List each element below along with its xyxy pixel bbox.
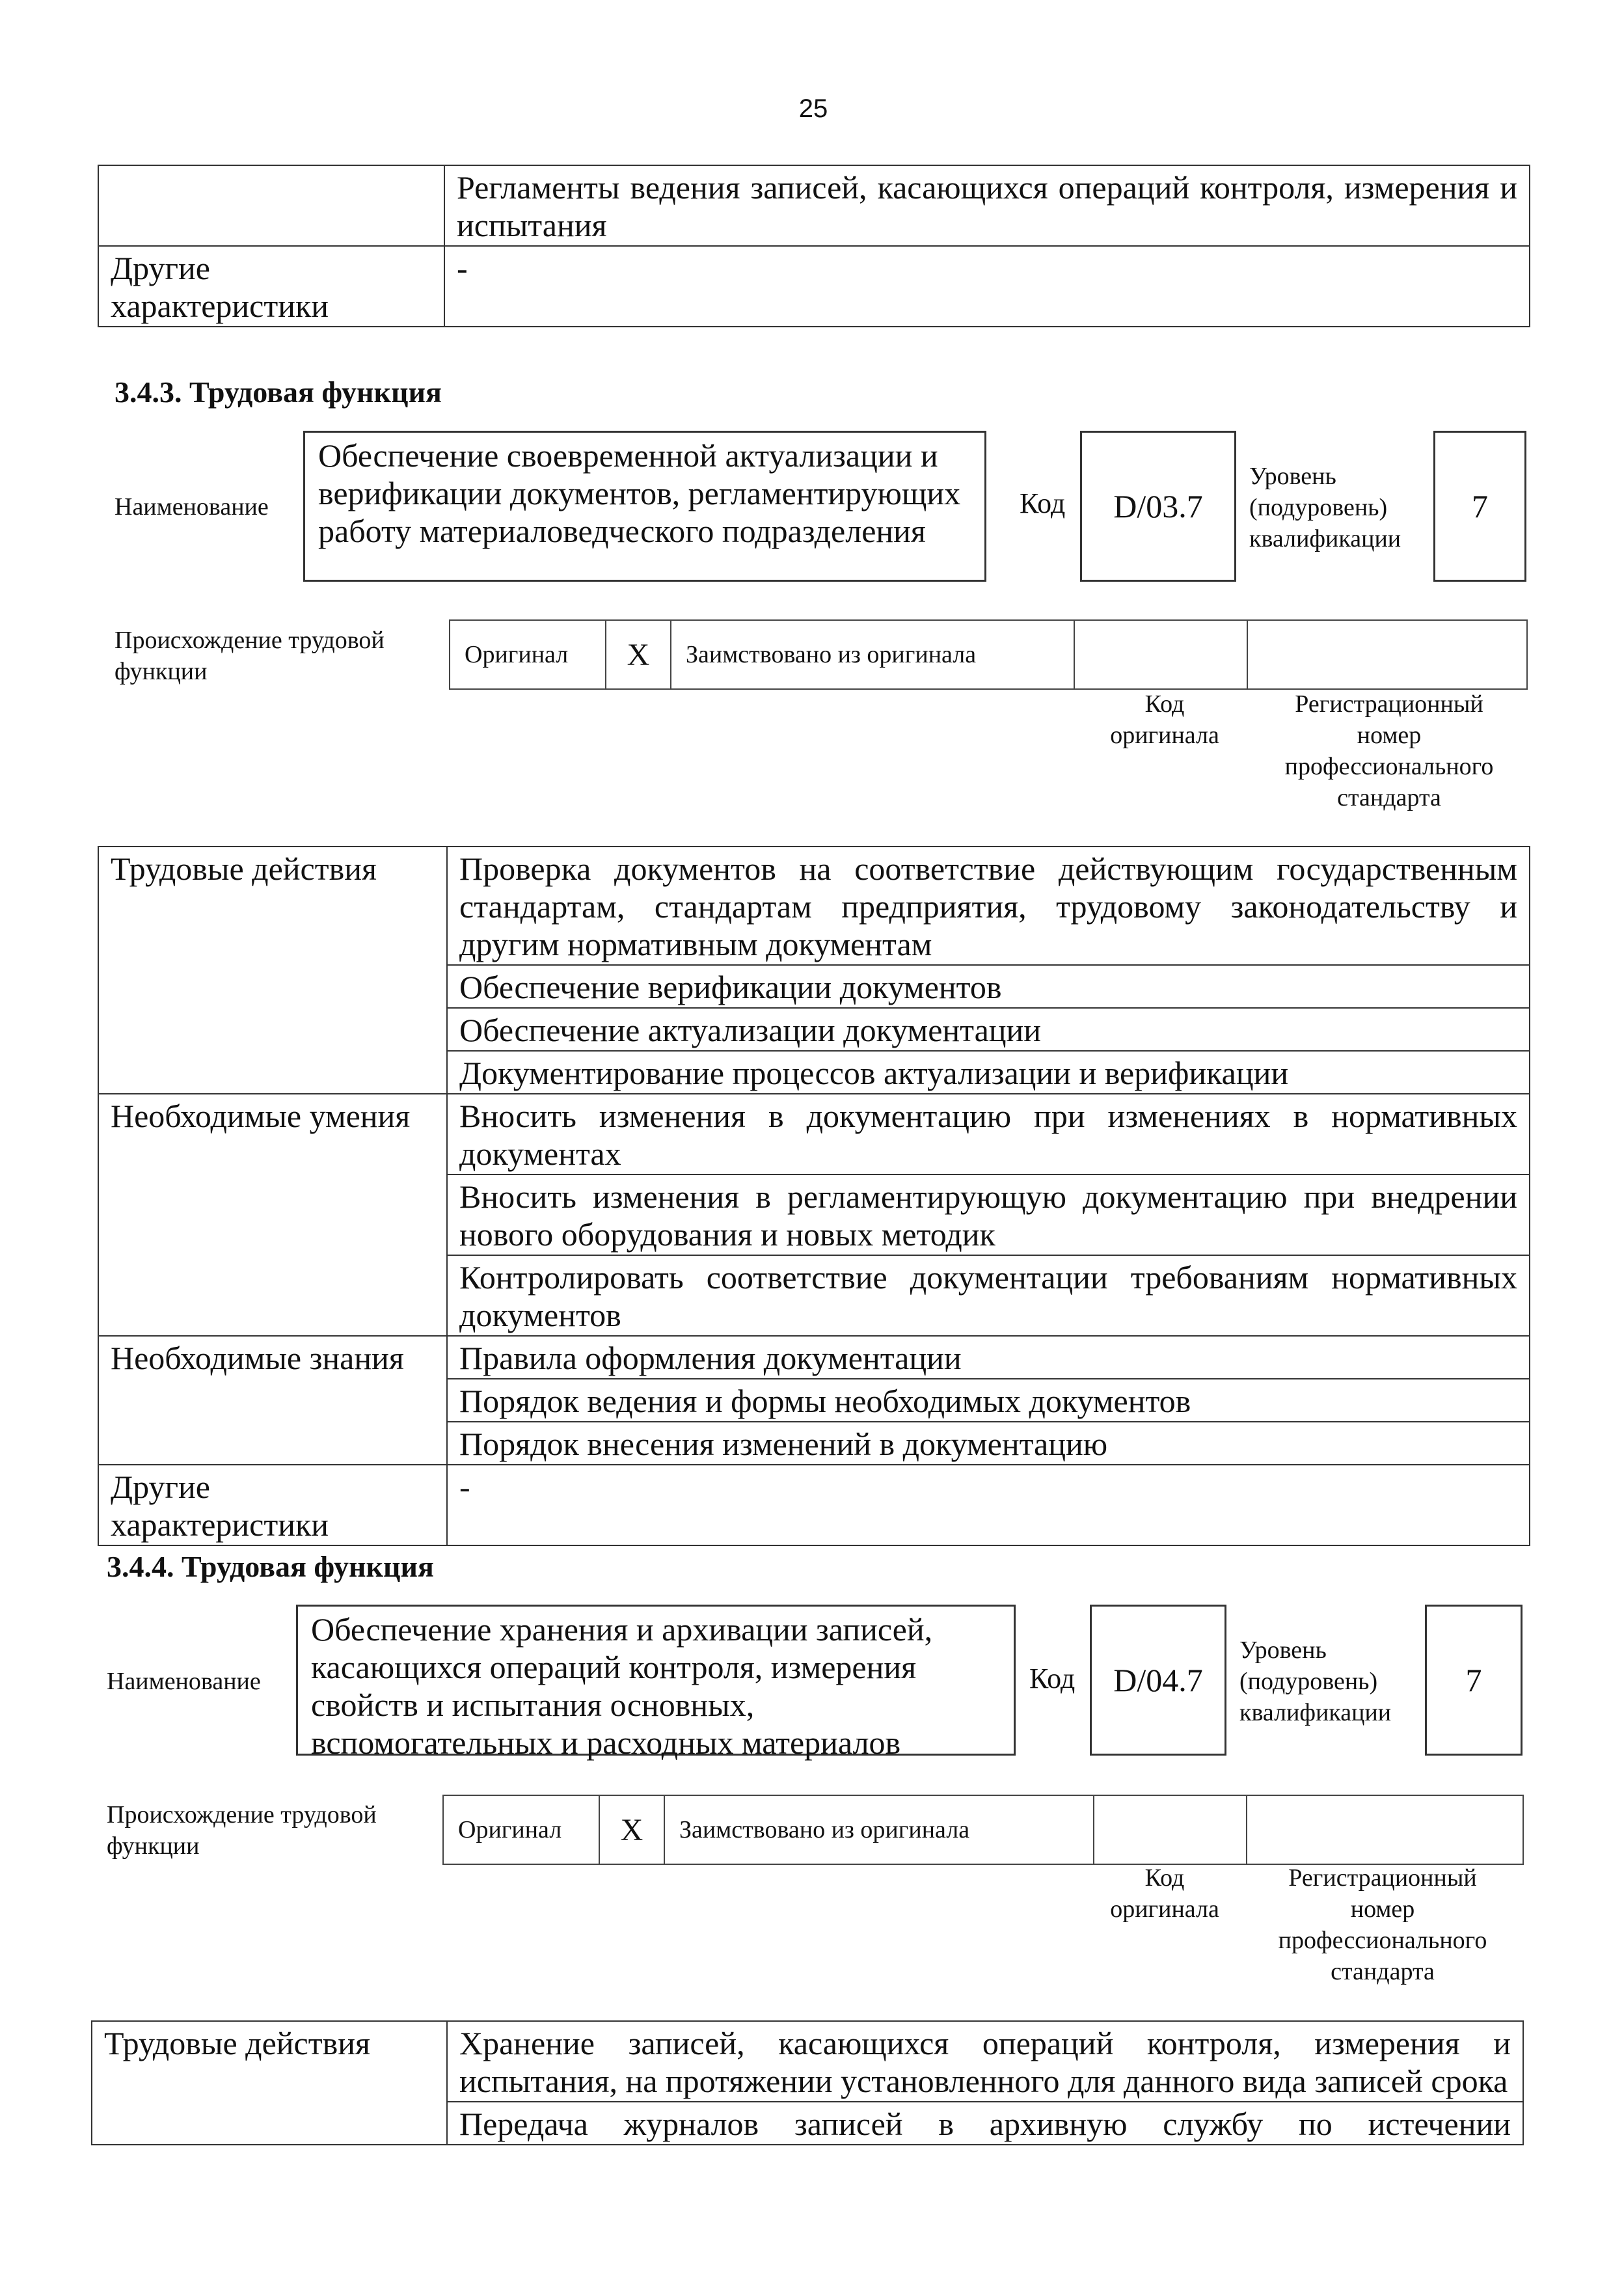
table-row: [98, 1094, 1530, 1175]
knowledge-item: Порядок ведения и формы необходимых документов: [447, 1379, 1530, 1422]
code-original-caption: Код оригинала: [1110, 690, 1219, 749]
section-title: 3.4.4. Трудовая функция: [107, 1550, 434, 1583]
skill-item: Вносить изменения в регламентирующую документацию при внедрении нового оборудования и новых методик: [447, 1175, 1530, 1255]
skills-label: Необходимые умения: [98, 1094, 447, 1336]
borrowed-cell: Заимствовано из оригинала: [671, 620, 1074, 689]
action-item: Передача журналов записей в архивную службу по истечении: [447, 2102, 1523, 2145]
origin-table: [442, 1795, 1524, 1865]
code-box: [1080, 431, 1236, 582]
level-value: 7: [1472, 488, 1488, 524]
origin-label: Происхождение трудовой функции: [107, 1801, 377, 1860]
function-name: Обеспечение своевременной актуализации и верификации документов, регламентирующих работу материаловедческого подразделения: [318, 437, 961, 549]
original-cell: Оригинал: [443, 1795, 599, 1864]
table-row: [98, 1336, 1530, 1379]
code-original-caption: Код оригинала: [1110, 1864, 1219, 1923]
reg-number-cell: [1247, 1795, 1523, 1864]
code-original-cell: [1074, 620, 1247, 689]
original-mark: X: [599, 1795, 664, 1864]
code-label: Код: [1020, 487, 1066, 519]
skill-item: Вносить изменения в документацию при изменениях в нормативных документах: [447, 1094, 1530, 1175]
table-row: [443, 1795, 1523, 1864]
code-original-cell: [1094, 1795, 1247, 1864]
function-name: Обеспечение хранения и архивации записей, касающихся операций контроля, измерения свойств и испытания основных, вспомогательных и расходных материалов: [311, 1611, 933, 1761]
knowledge-label: Необходимые знания: [98, 1336, 447, 1465]
origin-table: [449, 619, 1528, 690]
action-item: Документирование процессов актуализации и верификации: [447, 1051, 1530, 1094]
actions-label: Трудовые действия: [92, 2021, 447, 2145]
skill-item: Контролировать соответствие документации требованиям нормативных документов: [447, 1255, 1530, 1336]
other-label: Другие характеристики: [98, 1465, 447, 1545]
row-text: Регламенты ведения записей, касающихся операций контроля, измерения и испытания: [444, 165, 1530, 246]
borrowed-cell: Заимствовано из оригинала: [664, 1795, 1094, 1864]
level-label: Уровень (подуровень) квалификации: [1249, 463, 1401, 552]
original-cell: Оригинал: [450, 620, 606, 689]
level-value: 7: [1465, 1662, 1482, 1698]
table-row: [92, 2021, 1523, 2102]
table-row: [98, 847, 1530, 965]
row-text: -: [444, 246, 1530, 327]
name-label: Наименование: [107, 1668, 261, 1695]
reg-number-cell: [1247, 620, 1527, 689]
action-item: Хранение записей, касающихся операций контроля, измерения и испытания, на протяжении установленного для данного вида записей срока: [447, 2021, 1523, 2102]
function-name-box: [303, 431, 986, 582]
code-value: D/04.7: [1113, 1662, 1203, 1698]
code-box: [1090, 1605, 1226, 1756]
top-continuation-table: [98, 165, 1530, 327]
page-number: 25: [798, 94, 828, 123]
reg-number-caption: Регистрационный номер профессионального стандарта: [1284, 690, 1494, 811]
other-value: -: [447, 1465, 1530, 1545]
table-row: [98, 1465, 1530, 1545]
knowledge-item: Правила оформления документации: [447, 1336, 1530, 1379]
function-details-table: [91, 2020, 1524, 2145]
function-details-table: [98, 846, 1530, 1546]
table-row: [450, 620, 1527, 689]
code-label: Код: [1029, 1663, 1076, 1694]
action-item: Обеспечение верификации документов: [447, 965, 1530, 1008]
actions-label: Трудовые действия: [98, 847, 447, 1094]
level-box: [1425, 1605, 1522, 1756]
row-label: [98, 165, 444, 246]
knowledge-item: Порядок внесения изменений в документацию: [447, 1422, 1530, 1465]
action-item: Обеспечение актуализации документации: [447, 1008, 1530, 1051]
reg-number-caption: Регистрационный номер профессионального стандарта: [1278, 1864, 1487, 1985]
code-value: D/03.7: [1113, 488, 1203, 524]
table-row: [98, 246, 1530, 327]
action-item: Проверка документов на соответствие действующим государственным стандартам, стандартам предприятия, трудовому законодательству и другим нормативным документам: [447, 847, 1530, 965]
origin-label: Происхождение трудовой функции: [115, 627, 385, 685]
section-title: 3.4.3. Трудовая функция: [115, 375, 442, 409]
level-label: Уровень (подуровень) квалификации: [1239, 1637, 1392, 1726]
function-name-box: [296, 1605, 1016, 1761]
row-label: Другие характеристики: [98, 246, 444, 327]
table-row: [98, 165, 1530, 246]
original-mark: X: [606, 620, 671, 689]
level-box: [1433, 431, 1526, 582]
name-label: Наименование: [115, 493, 269, 521]
